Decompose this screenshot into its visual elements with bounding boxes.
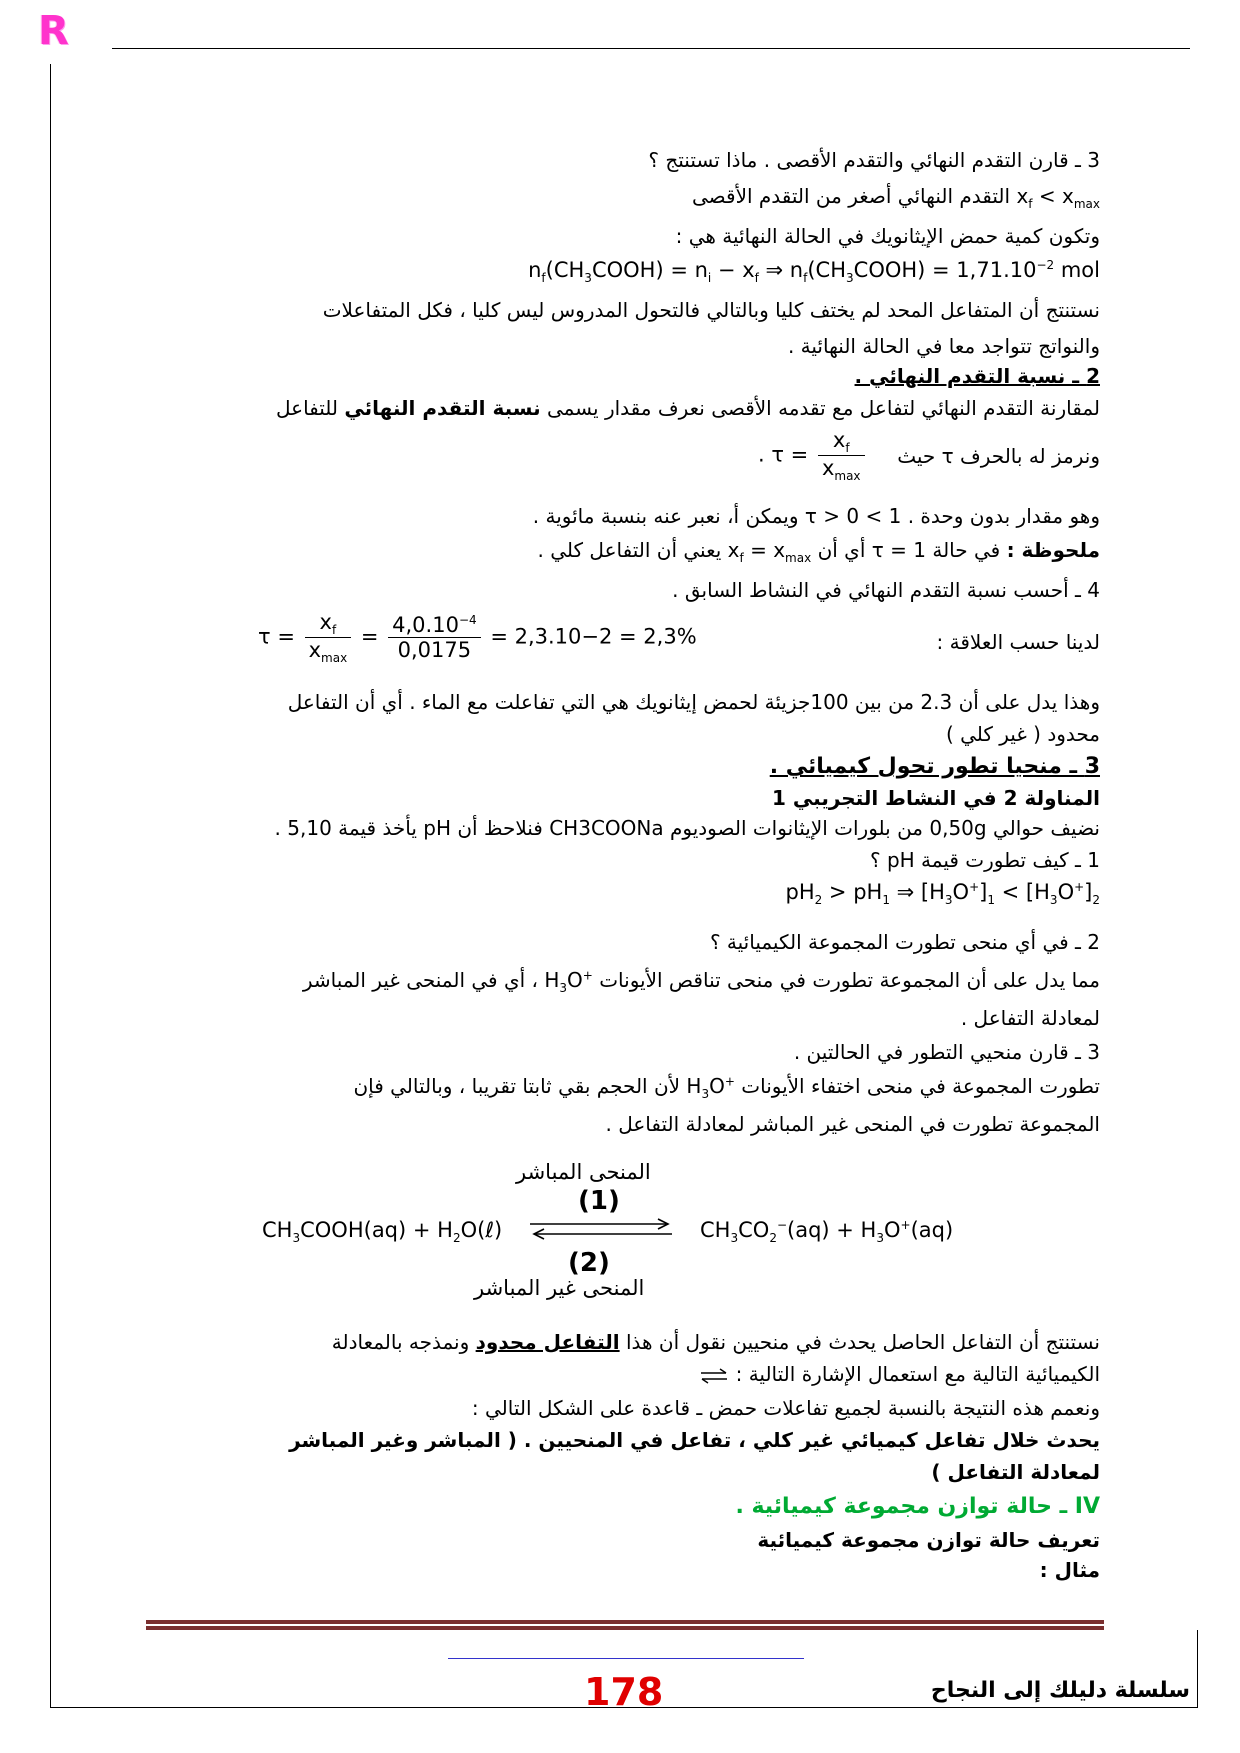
line-equilibrium-sign [699, 1362, 1100, 1386]
heading-section-2: 2 ـ نسبة التقدم النهائي . [854, 364, 1100, 388]
compare-answer-a: تطورت المجموعة في منحى اختفاء الأيونات [741, 1074, 1100, 1098]
definition-bold-term: نسبة التقدم النهائي [344, 396, 541, 420]
label-reverse-direction: المنحى غير المباشر [474, 1276, 645, 1300]
fraction-tau-def: $\frac{x_f}{x_{max}}$ [305, 610, 352, 665]
footer-divider [146, 1620, 1104, 1630]
fraction-xf-xmax: $\frac{x_f}{x_{max}}$ [818, 428, 865, 483]
label-direct-direction: المنحى المباشر [516, 1160, 651, 1184]
line-note [538, 538, 1100, 565]
math-xf-eq-xmax: $x_f = x_{max}$ [727, 538, 812, 565]
note-text-a: في حالة τ = 1 أي أن [817, 538, 1001, 562]
line-limited-reaction [155, 1330, 1100, 1354]
right-border [1197, 1630, 1198, 1708]
subheading-experiment: المناولة 2 في النشاط التجريبي 1 [772, 786, 1100, 810]
note-label: ملحوظة : [1006, 538, 1100, 562]
line-direction-answer-2: لمعادلة التفاعل . [960, 1006, 1100, 1030]
definition-text-a: لمقارنة التقدم النهائي لتفاعل مع تقدمه الأقصى نعرف مقدار يسمى [546, 396, 1100, 420]
math-h3o-ion: $H_3O^+$ [544, 968, 593, 995]
note-text-b: يعني أن التفاعل كلي . [537, 538, 722, 562]
definition-text-c: للتفاعل [275, 396, 339, 420]
line-question-ph: 1 ـ كيف تطورت قيمة pH ؟ [869, 848, 1100, 872]
line-question-direction: 2 ـ في أي منحى تطورت المجموعة الكيميائية ؟ [709, 930, 1100, 954]
page-number: 178 [584, 1670, 664, 1714]
limited-bold-term: التفاعل محدود [475, 1330, 620, 1354]
top-border [112, 48, 1190, 49]
compare-text: التقدم النهائي أصغر من التقدم الأقصى [692, 184, 1011, 208]
formula-tau: . τ = $\frac{x_f}{x_{max}}$ [758, 428, 868, 483]
equation-final-amount: $n_f(CH_3COOH) = n_i - x_f$ ⇒ $n_f(CH_3COOH) = 1,71.10^{-2}$ mol [528, 258, 1100, 286]
limited-text-c: ونمذجه بالمعادلة [331, 1330, 470, 1354]
reaction-products: $CH_3CO_2^-(aq) + H_3O^+(aq)$ [700, 1218, 954, 1246]
line-interpretation-2: محدود ( غير كلي ) [945, 722, 1100, 746]
line-direction-answer [155, 968, 1100, 995]
line-tau-symbol: ونرمز له بالحرف τ حيث [897, 444, 1100, 468]
logo-letter: R [38, 8, 68, 54]
label-direction-1: (1) [578, 1186, 620, 1216]
limited-text-a: نستنتج أن التفاعل الحاصل يحدث في منحيين نقول أن هذا [625, 1330, 1100, 1354]
line-question-4: 4 ـ أحسب نسبة التقدم النهائي في النشاط السابق . [672, 578, 1100, 602]
line-compare-result [692, 184, 1100, 211]
line-experiment: نضيف حوالي 0,50g من بلورات الإيثانوات الصوديوم CH3COONa فنلاحظ أن pH يأخذ قيمة 5,10 . [274, 816, 1100, 840]
label-direction-2: (2) [568, 1248, 610, 1278]
tau-result: = 2,3.10−2 = 2,3% [490, 624, 697, 649]
direction-text-b: ، أي في المنحى غير المباشر [302, 968, 538, 992]
math-h3o-ion-2: $H_3O^+$ [686, 1074, 735, 1101]
line-compare-answer-2: المجموعة تطورت في المنحى غير المباشر لمعادلة التفاعل . [605, 1112, 1100, 1136]
equilibrium-sign-icon [699, 1367, 729, 1385]
line-conclusion-1: نستنتج أن المتفاعل المحد لم يختف كليا وبالتالي فالتحول المدروس ليس كليا ، فكل المتفاعلات [322, 298, 1100, 322]
line-compare-answer [155, 1074, 1100, 1101]
line-question-3: 3 ـ قارن التقدم النهائي والتقدم الأقصى . ماذا تستنتج ؟ [648, 148, 1100, 172]
left-border [50, 64, 51, 1707]
line-tau-range: وهو مقدار بدون وحدة . 1 > τ > 0 ويمكن أ، نعبر عنه بنسبة مائوية . [532, 504, 1100, 528]
equation-ph-compare: $pH_2 > pH_1$ ⇒ $[H_3O^+]_1 < [H_3O^+]_2$ [785, 880, 1100, 908]
math-xf-lt-xmax: $x_f < x_{max}$ [1016, 184, 1100, 211]
line-conclusion-2: والنواتج تتواجد معا في الحالة النهائية . [787, 334, 1100, 358]
series-title: سلسلة دليلك إلى النجاح [930, 1678, 1190, 1703]
line-relation-label: لدينا حسب العلاقة : [936, 630, 1100, 654]
footer-link-line [448, 1658, 804, 1659]
line-rule-1: يحدث خلال تفاعل كيميائي غير كلي ، تفاعل في المنحيين . ( المباشر وغير المباشر [289, 1428, 1100, 1452]
fraction-tau-values: $\frac{4,0.10^{-4}}{0,0175}$ [388, 613, 481, 662]
reaction-reactants: $CH_3COOH(aq)$ + $H_2O(\ell)$ [262, 1218, 503, 1246]
sign-text: الكيميائية التالية مع استعمال الإشارة التالية : [735, 1362, 1100, 1386]
equilibrium-arrows [526, 1216, 676, 1240]
line-question-compare: 3 ـ قارن منحيي التطور في الحالتين . [793, 1040, 1100, 1064]
line-definition-tau [155, 396, 1100, 420]
heading-section-3: 3 ـ منحيا تطور تحول كيميائي . [769, 754, 1100, 779]
subheading-equilibrium-definition: تعريف حالة توازن مجموعة كيميائية [757, 1528, 1100, 1552]
heading-section-iv: IV ـ حالة توازن مجموعة كيميائية . [735, 1494, 1100, 1519]
label-example: مثال : [1039, 1558, 1100, 1582]
line-rule-2: لمعادلة التفاعل ) [931, 1460, 1100, 1484]
compare-answer-b: لأن الحجم بقي ثابتا تقريبا ، وبالتالي فإن [353, 1074, 681, 1098]
line-final-amount-intro: وتكون كمية حمض الإيثانويك في الحالة النهائية هي : [675, 224, 1100, 248]
line-interpretation-1: وهذا يدل على أن 2.3 من بين 100جزيئة لحمض إيثانويك هي التي تفاعلت مع الماء . أي أن التفاعل [287, 690, 1100, 714]
formula-tau-calculation: τ = $\frac{x_f}{x_{max}}$ = $\frac{4,0.10^{-4}}{0,0175}$ = 2,3.10−2 = 2,3% [258, 610, 697, 666]
direction-text-a: مما يدل على أن المجموعة تطورت في منحى تناقص الأيونات [599, 968, 1100, 992]
line-generalization: ونعمم هذه النتيجة بالنسبة لجميع تفاعلات حمض ـ قاعدة على الشكل التالي : [471, 1396, 1100, 1420]
